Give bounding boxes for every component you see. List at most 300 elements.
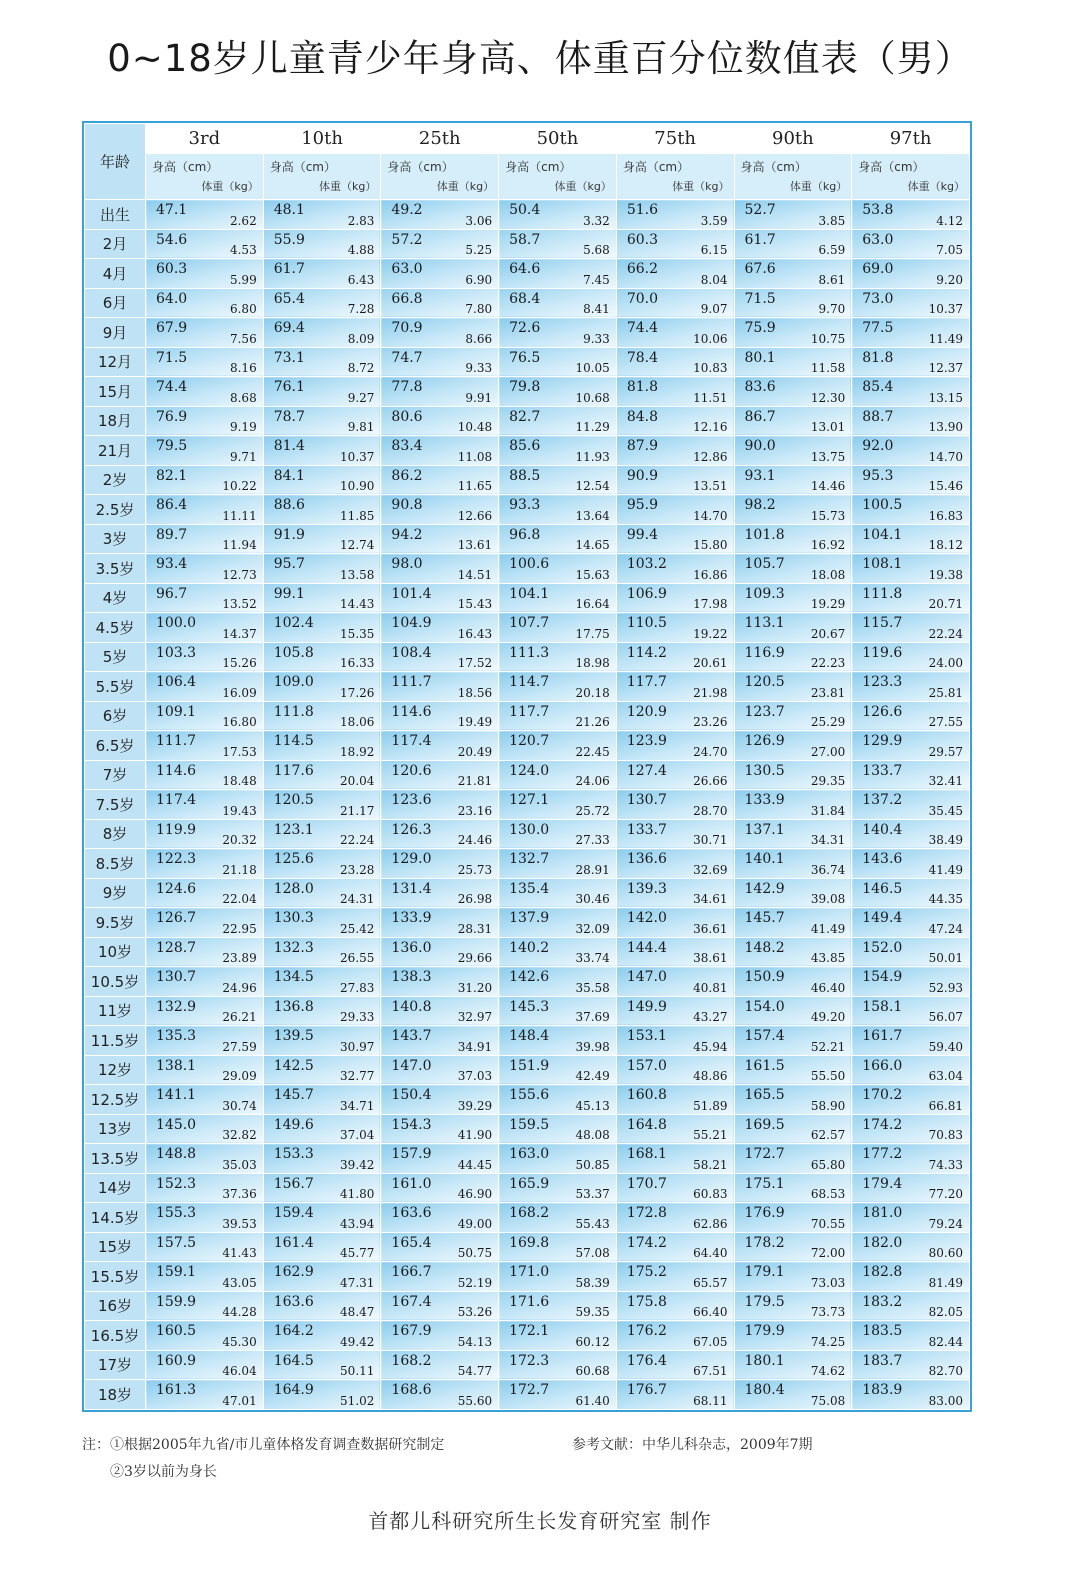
weight-value: 5.99 (229, 272, 257, 287)
value-cell (499, 554, 617, 584)
value-cell (852, 288, 970, 318)
table-row (85, 1380, 970, 1410)
height-value: 157.0 (626, 1057, 667, 1074)
value-cell (616, 406, 734, 436)
weight-value: 9.81 (347, 420, 375, 434)
value-cell (381, 465, 499, 495)
height-value: 84.1 (273, 467, 305, 484)
table-row (85, 1173, 970, 1203)
height-value: 99.4 (626, 526, 658, 543)
height-value: 123.1 (273, 821, 314, 838)
value-cell (381, 760, 499, 790)
weight-value: 12.86 (693, 449, 728, 464)
weight-value: 5.68 (583, 243, 610, 257)
weight-value: 28.31 (457, 921, 493, 936)
weight-value: 74.25 (810, 1334, 846, 1349)
weight-value: 8.16 (229, 361, 257, 375)
value-cell (734, 554, 852, 584)
weight-value: 7.45 (583, 272, 610, 287)
weight-value: 43.27 (693, 1010, 728, 1024)
value-cell (852, 1085, 970, 1115)
age-label: 15月 (85, 377, 146, 407)
weight-value: 49.00 (457, 1216, 493, 1231)
weight-value: 16.86 (693, 567, 728, 582)
height-value: 76.1 (273, 379, 305, 395)
weight-value: 19.29 (810, 597, 846, 611)
weight-value: 10.37 (928, 302, 963, 316)
height-value: 166.0 (862, 1057, 903, 1074)
weight-value: 4.88 (347, 243, 375, 257)
value-cell (499, 790, 617, 820)
table-row (85, 819, 970, 849)
weight-value: 17.75 (575, 626, 610, 641)
value-cell (734, 1291, 852, 1321)
age-label: 12岁 (85, 1055, 146, 1085)
height-value: 100.5 (862, 497, 903, 513)
weight-value: 10.68 (575, 390, 610, 405)
value-cell (734, 819, 852, 849)
weight-value: 39.53 (222, 1216, 257, 1231)
value-cell (616, 701, 734, 731)
value-cell (852, 819, 970, 849)
height-value: 89.7 (156, 526, 188, 543)
height-value: 53.8 (862, 202, 894, 218)
weight-value: 14.37 (222, 626, 257, 641)
weight-value: 34.91 (457, 1039, 493, 1054)
height-value: 175.2 (626, 1264, 667, 1280)
value-cell (499, 465, 617, 495)
table-row (85, 318, 970, 348)
height-value: 146.5 (862, 880, 903, 897)
weight-value: 21.18 (222, 862, 257, 877)
height-value: 154.3 (391, 1116, 432, 1133)
value-cell (852, 790, 970, 820)
height-value: 58.7 (509, 231, 541, 248)
height-value: 63.0 (862, 231, 894, 248)
weight-value: 31.84 (810, 803, 846, 818)
percentile-table (82, 121, 972, 1412)
weight-value: 73.03 (810, 1275, 846, 1290)
weight-value: 11.94 (222, 538, 257, 552)
height-value: 111.7 (156, 733, 197, 749)
value-cell (263, 1262, 381, 1292)
value-cell (146, 1173, 264, 1203)
weight-value: 5.25 (465, 243, 493, 257)
height-value: 119.9 (156, 821, 197, 838)
value-cell (499, 613, 617, 643)
height-value: 93.4 (156, 556, 188, 572)
height-value: 92.0 (862, 438, 894, 454)
height-value: 151.9 (509, 1057, 550, 1074)
weight-value: 15.26 (222, 656, 257, 670)
weight-value: 16.09 (222, 685, 257, 700)
weight-value: 9.91 (465, 390, 493, 405)
height-value: 154.0 (744, 998, 785, 1015)
value-cell (146, 642, 264, 672)
table-row (85, 1085, 970, 1115)
weight-value: 8.68 (229, 390, 257, 405)
weight-value: 3.32 (583, 213, 610, 228)
height-value: 147.0 (626, 969, 667, 985)
height-value: 181.0 (862, 1205, 903, 1221)
height-value: 178.2 (744, 1234, 785, 1251)
value-cell (381, 1055, 499, 1085)
weight-value: 48.86 (693, 1069, 728, 1083)
value-cell (852, 878, 970, 908)
value-cell (499, 967, 617, 997)
age-label: 15岁 (85, 1232, 146, 1262)
weight-value: 53.37 (575, 1187, 610, 1201)
weight-value: 32.09 (575, 921, 610, 936)
height-value: 87.9 (626, 438, 658, 454)
value-cell (263, 819, 381, 849)
height-value: 109.1 (156, 703, 197, 720)
height-value: 64.6 (509, 261, 541, 277)
age-label: 4.5岁 (85, 613, 146, 643)
height-value: 108.1 (862, 556, 903, 572)
value-cell (381, 1173, 499, 1203)
table-row (85, 701, 970, 731)
value-cell (381, 1203, 499, 1233)
age-label: 13岁 (85, 1114, 146, 1144)
weight-value: 41.43 (222, 1246, 257, 1260)
value-cell (852, 1055, 970, 1085)
value-cell (381, 819, 499, 849)
value-cell (263, 937, 381, 967)
weight-value: 61.40 (575, 1394, 610, 1408)
table-row (85, 1144, 970, 1174)
weight-value: 60.83 (693, 1187, 728, 1201)
height-value: 133.7 (626, 821, 667, 838)
height-value: 161.0 (391, 1175, 432, 1192)
weight-value: 44.45 (457, 1157, 493, 1172)
weight-value: 9.27 (347, 390, 375, 405)
height-value: 127.1 (509, 792, 550, 808)
weight-value: 25.73 (457, 862, 493, 877)
value-cell (146, 878, 264, 908)
weight-value: 11.08 (457, 449, 493, 464)
weight-value: 82.05 (928, 1305, 963, 1319)
value-cell (146, 583, 264, 613)
value-cell (852, 1114, 970, 1144)
height-value: 152.3 (156, 1175, 197, 1192)
height-value: 103.2 (626, 556, 667, 572)
height-value: 77.5 (862, 320, 894, 336)
value-cell (852, 1026, 970, 1056)
value-cell (146, 495, 264, 525)
height-value: 152.0 (862, 939, 903, 956)
value-cell (852, 406, 970, 436)
weight-value: 43.94 (340, 1216, 375, 1231)
height-value: 138.1 (156, 1057, 197, 1074)
value-cell (146, 1350, 264, 1380)
age-label: 9月 (85, 318, 146, 348)
height-value: 168.2 (391, 1352, 432, 1369)
height-value: 136.8 (273, 998, 314, 1015)
height-value: 165.4 (391, 1234, 432, 1251)
weight-value: 30.97 (340, 1039, 375, 1054)
weight-value: 44.28 (222, 1305, 257, 1319)
table-row (85, 672, 970, 702)
height-value: 175.8 (626, 1293, 667, 1310)
value-cell (263, 288, 381, 318)
value-cell (734, 642, 852, 672)
height-value: 129.9 (862, 733, 903, 749)
age-label: 4月 (85, 259, 146, 289)
height-value: 150.4 (391, 1087, 432, 1103)
weight-value: 13.90 (928, 420, 963, 434)
weight-value: 11.49 (928, 331, 963, 346)
weight-value: 49.42 (340, 1334, 375, 1349)
weight-value: 12.54 (575, 479, 610, 493)
value-cell (263, 1144, 381, 1174)
value-cell (263, 554, 381, 584)
value-cell (616, 229, 734, 259)
height-value: 172.3 (509, 1352, 550, 1369)
height-unit-label: 身高（cm） (858, 160, 925, 174)
value-cell (381, 1232, 499, 1262)
notes (82, 1432, 444, 1486)
value-cell (499, 347, 617, 377)
weight-value: 47.31 (340, 1275, 375, 1290)
height-value: 86.2 (391, 467, 423, 484)
value-cell (263, 1114, 381, 1144)
table-row (85, 259, 970, 289)
value-cell (499, 1173, 617, 1203)
weight-unit-label: 体重（kg） (201, 180, 259, 193)
value-cell (146, 1380, 264, 1410)
weight-value: 8.61 (818, 272, 846, 287)
value-cell (734, 613, 852, 643)
height-value: 61.7 (744, 231, 776, 248)
weight-value: 47.24 (928, 921, 963, 936)
value-cell (734, 583, 852, 613)
height-value: 180.1 (744, 1352, 785, 1369)
height-value: 79.8 (509, 379, 541, 395)
weight-value: 14.65 (575, 538, 610, 552)
value-cell (734, 1232, 852, 1262)
weight-value: 45.94 (693, 1039, 728, 1054)
height-value: 142.0 (626, 910, 667, 926)
height-value: 128.7 (156, 939, 197, 956)
height-value: 50.4 (509, 202, 541, 218)
height-value: 160.9 (156, 1352, 197, 1369)
value-cell (146, 790, 264, 820)
value-cell (616, 1085, 734, 1115)
height-value: 167.9 (391, 1323, 432, 1339)
value-cell (734, 878, 852, 908)
value-cell (734, 318, 852, 348)
weight-value: 52.93 (928, 980, 963, 995)
table-row (85, 406, 970, 436)
weight-value: 52.21 (810, 1039, 846, 1054)
height-value: 117.6 (273, 762, 314, 779)
height-value: 88.7 (862, 408, 894, 425)
unit-header (852, 154, 970, 200)
height-value: 160.8 (626, 1087, 667, 1103)
height-value: 135.3 (156, 1028, 197, 1044)
weight-value: 9.33 (465, 361, 493, 375)
height-value: 159.9 (156, 1293, 197, 1310)
value-cell (146, 1262, 264, 1292)
value-cell (852, 849, 970, 879)
value-cell (146, 1055, 264, 1085)
weight-unit-label: 体重（kg） (789, 180, 848, 193)
table-row (85, 465, 970, 495)
height-value: 126.3 (391, 821, 432, 838)
height-value: 145.7 (273, 1087, 314, 1103)
height-value: 145.3 (509, 998, 550, 1015)
weight-value: 32.77 (340, 1069, 375, 1083)
height-value: 117.7 (626, 674, 667, 690)
unit-header (616, 154, 734, 200)
weight-value: 70.83 (928, 1128, 963, 1142)
weight-value: 12.37 (928, 361, 963, 375)
height-value: 153.3 (273, 1146, 314, 1162)
value-cell (499, 731, 617, 761)
weight-value: 10.22 (222, 479, 257, 493)
weight-value: 24.96 (222, 980, 257, 995)
value-cell (146, 819, 264, 849)
value-cell (852, 229, 970, 259)
height-value: 69.0 (862, 261, 894, 277)
weight-value: 9.70 (818, 302, 846, 316)
height-value: 123.6 (391, 792, 432, 808)
value-cell (616, 672, 734, 702)
height-value: 147.0 (391, 1057, 432, 1074)
weight-value: 27.55 (928, 715, 963, 729)
weight-value: 2.62 (229, 213, 257, 228)
height-value: 133.9 (391, 910, 432, 926)
height-value: 109.3 (744, 585, 785, 602)
height-value: 142.9 (744, 880, 785, 897)
value-cell (146, 259, 264, 289)
age-label: 12.5岁 (85, 1085, 146, 1115)
value-cell (381, 672, 499, 702)
weight-value: 8.41 (583, 302, 610, 316)
height-value: 128.0 (273, 880, 314, 897)
weight-value: 35.58 (575, 980, 610, 995)
weight-value: 26.98 (457, 892, 493, 906)
height-value: 172.1 (509, 1323, 550, 1339)
weight-value: 47.01 (222, 1394, 257, 1408)
height-value: 135.4 (509, 880, 550, 897)
value-cell (499, 819, 617, 849)
weight-value: 35.03 (222, 1157, 257, 1172)
height-value: 57.2 (391, 231, 423, 248)
height-value: 163.6 (391, 1205, 432, 1221)
height-value: 54.6 (156, 231, 188, 248)
value-cell (381, 288, 499, 318)
value-cell (499, 229, 617, 259)
weight-value: 48.08 (575, 1128, 610, 1142)
value-cell (146, 1144, 264, 1174)
unit-header (146, 154, 264, 200)
weight-value: 12.73 (222, 567, 257, 582)
value-cell (852, 200, 970, 230)
value-cell (381, 583, 499, 613)
height-value: 116.9 (744, 644, 785, 661)
weight-value: 38.49 (928, 833, 963, 847)
value-cell (381, 524, 499, 554)
height-value: 168.1 (626, 1146, 667, 1162)
value-cell (499, 996, 617, 1026)
value-cell (263, 1085, 381, 1115)
value-cell (734, 495, 852, 525)
value-cell (146, 849, 264, 879)
value-cell (146, 554, 264, 584)
weight-value: 68.53 (810, 1187, 846, 1201)
value-cell (381, 613, 499, 643)
age-label: 出生 (85, 200, 146, 230)
value-cell (146, 937, 264, 967)
value-cell (263, 229, 381, 259)
height-value: 157.5 (156, 1234, 197, 1251)
height-value: 93.3 (509, 497, 541, 513)
height-value: 115.7 (862, 615, 903, 631)
table-row (85, 878, 970, 908)
weight-value: 15.80 (693, 538, 728, 552)
unit-header (499, 154, 617, 200)
weight-value: 34.61 (693, 892, 728, 906)
weight-value: 13.15 (928, 390, 963, 405)
value-cell (146, 347, 264, 377)
height-value: 176.2 (626, 1323, 667, 1339)
value-cell (499, 495, 617, 525)
weight-value: 25.72 (575, 803, 610, 818)
weight-value: 16.43 (457, 626, 493, 641)
weight-value: 20.67 (810, 626, 846, 641)
height-value: 161.5 (744, 1057, 785, 1074)
height-value: 95.3 (862, 467, 894, 484)
age-label: 15.5岁 (85, 1262, 146, 1292)
weight-value: 24.31 (340, 892, 375, 906)
value-cell (852, 642, 970, 672)
weight-value: 26.66 (693, 774, 728, 788)
height-value: 177.2 (862, 1146, 903, 1162)
value-cell (263, 1321, 381, 1351)
weight-value: 64.40 (693, 1246, 728, 1260)
value-cell (146, 524, 264, 554)
value-cell (146, 1321, 264, 1351)
weight-value: 20.32 (222, 833, 257, 847)
reference-note: 参考文献：中华儿科杂志，2009年7期 (572, 1437, 813, 1453)
height-value: 143.7 (391, 1028, 432, 1044)
weight-value: 16.33 (340, 656, 375, 670)
weight-value: 77.20 (928, 1187, 963, 1201)
height-value: 132.7 (509, 851, 550, 867)
height-value: 163.6 (273, 1293, 314, 1310)
weight-value: 41.49 (810, 921, 846, 936)
value-cell (852, 937, 970, 967)
value-cell (616, 613, 734, 643)
value-cell (852, 377, 970, 407)
age-label: 2.5岁 (85, 495, 146, 525)
height-value: 96.7 (156, 585, 188, 602)
height-value: 83.4 (391, 438, 423, 454)
age-label: 11.5岁 (85, 1026, 146, 1056)
value-cell (381, 1114, 499, 1144)
weight-value: 23.26 (693, 715, 728, 729)
height-value: 158.1 (862, 998, 903, 1015)
age-label: 3岁 (85, 524, 146, 554)
weight-value: 18.92 (340, 744, 375, 759)
weight-value: 10.75 (810, 331, 846, 346)
value-cell (499, 288, 617, 318)
value-cell (499, 908, 617, 938)
height-value: 148.8 (156, 1146, 197, 1162)
table-row (85, 996, 970, 1026)
